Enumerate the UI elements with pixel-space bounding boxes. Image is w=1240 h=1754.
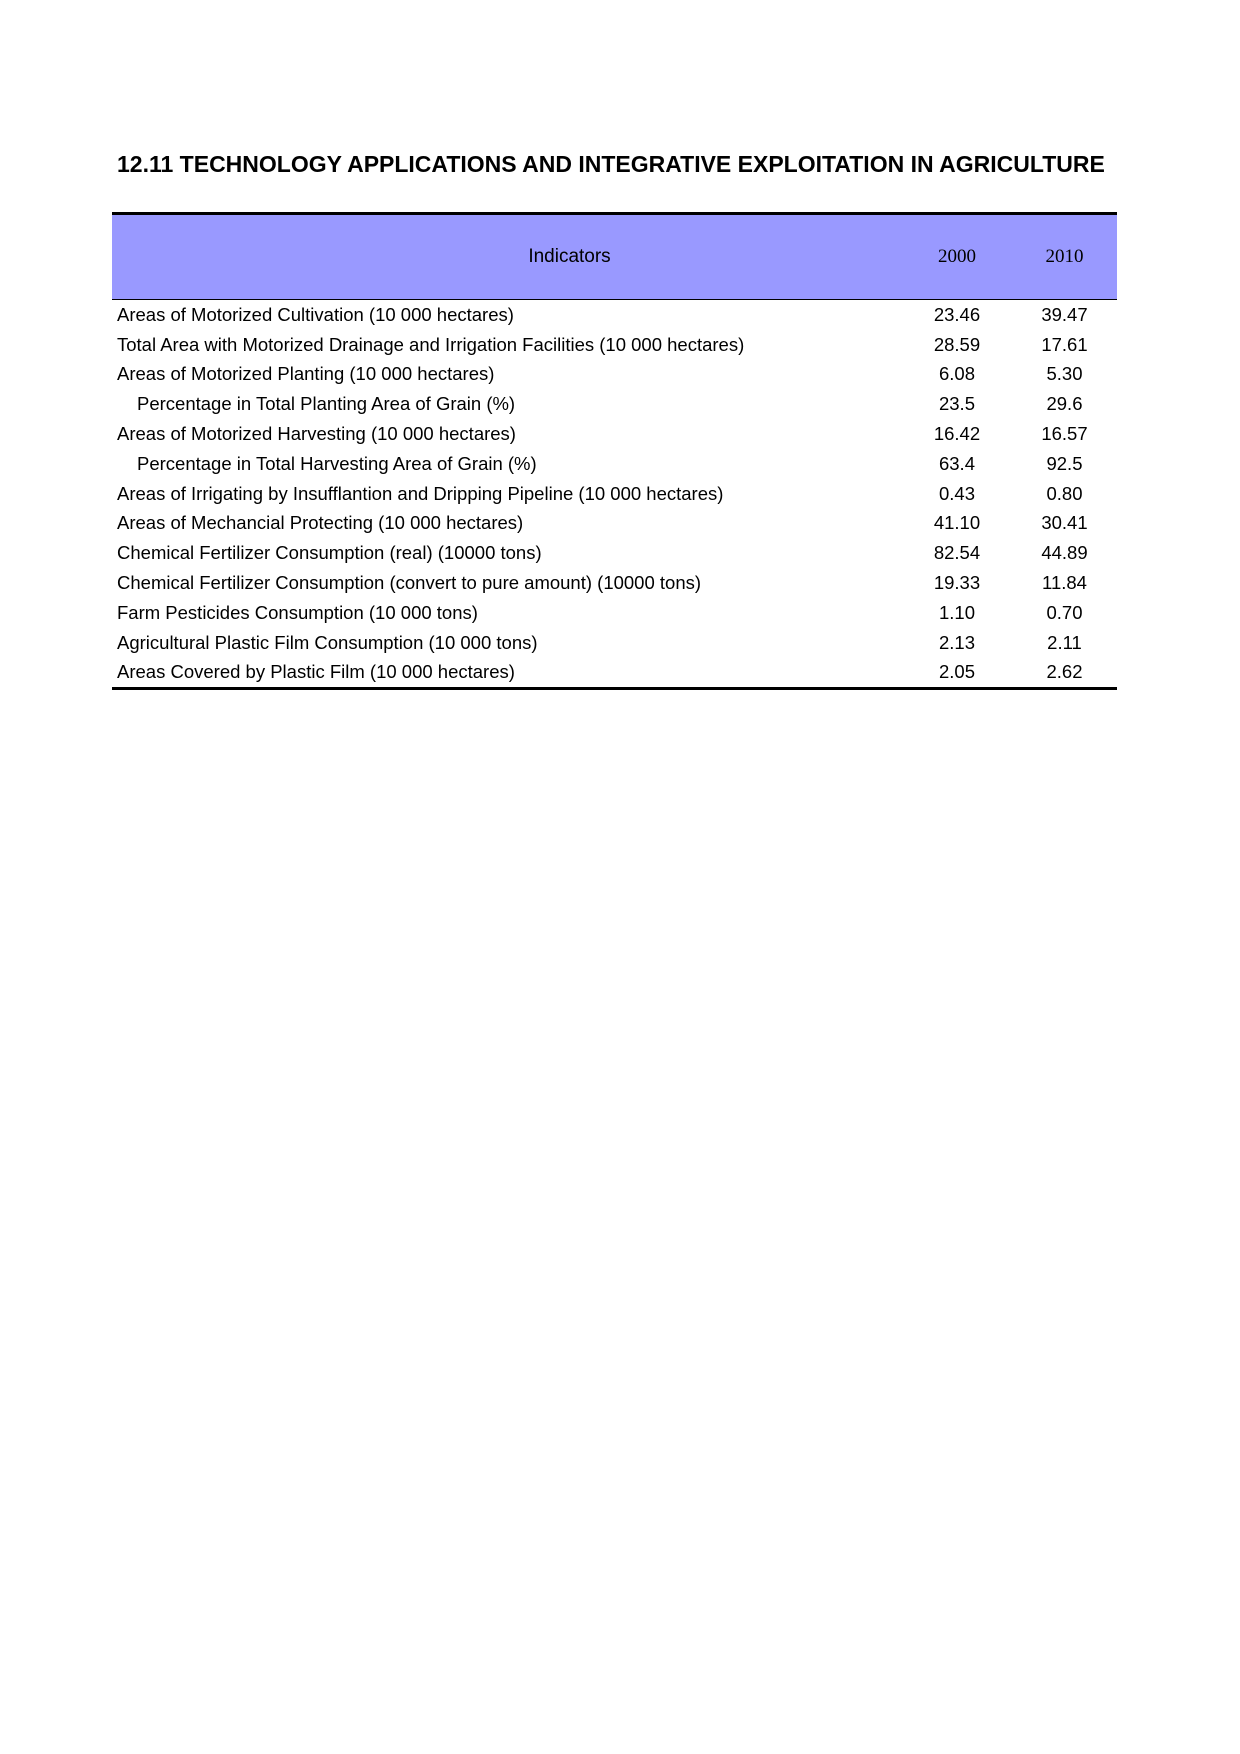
indicator-cell: Areas of Motorized Cultivation (10 000 hectares) — [117, 303, 514, 325]
value-2000-cell: 0.43 — [938, 482, 975, 504]
indicator-cell: Percentage in Total Harvesting Area of Grain (%) — [137, 452, 537, 474]
statistics-table-container — [112, 212, 1117, 690]
table-row — [112, 479, 1117, 509]
value-2010-cell: 16.57 — [1041, 423, 1088, 445]
value-2010-cell: 2.11 — [1047, 631, 1082, 653]
value-2000-cell: 41.10 — [933, 512, 981, 534]
value-2010-cell: 44.89 — [1041, 542, 1088, 564]
table-body — [112, 300, 1117, 689]
indicator-cell: Areas of Mechancial Protecting (10 000 hectares) — [117, 512, 524, 534]
table-header — [112, 214, 1117, 300]
value-2010-cell: 0.70 — [1046, 601, 1083, 623]
table-row — [112, 449, 1117, 479]
value-2000-cell: 63.4 — [938, 452, 975, 474]
indicator-cell: Agricultural Plastic Film Consumption (10 000 tons) — [117, 631, 538, 653]
value-2000-cell: 2.13 — [938, 631, 975, 653]
indicator-cell: Areas of Motorized Harvesting (10 000 hectares) — [117, 423, 516, 445]
value-2000-cell: 6.08 — [938, 363, 975, 385]
table-row — [112, 509, 1117, 539]
table-row — [112, 538, 1117, 568]
table-row — [112, 419, 1117, 449]
value-2000-cell: 16.42 — [933, 423, 981, 445]
value-2010-cell: 11.84 — [1042, 572, 1087, 594]
table-row — [112, 568, 1117, 598]
indicator-cell: Chemical Fertilizer Consumption (real) (10000 tons) — [117, 542, 542, 564]
value-2010-cell: 2.62 — [1012, 658, 1117, 689]
table-row — [112, 658, 1117, 689]
column-header-indicators: Indicators — [112, 214, 902, 300]
indicator-cell: Areas of Motorized Planting (10 000 hectares) — [117, 363, 495, 385]
value-2010-cell: 29.6 — [1046, 393, 1083, 415]
indicator-cell: Areas of Irrigating by Insufflantion and Dripping Pipeline (10 000 hectares) — [117, 482, 724, 504]
value-2010-cell: 30.41 — [1041, 512, 1088, 534]
table-row — [112, 360, 1117, 390]
header-row — [112, 214, 1117, 300]
value-2010-cell: 17.61 — [1041, 333, 1088, 355]
table-row — [112, 300, 1117, 330]
value-2010-cell: 92.5 — [1046, 452, 1083, 474]
indicator-cell: Chemical Fertilizer Consumption (convert to pure amount) (10000 tons) — [117, 572, 702, 594]
value-2000-cell: 23.5 — [938, 393, 975, 415]
table-row — [112, 330, 1117, 360]
table-row — [112, 598, 1117, 628]
value-2000-cell: 1.10 — [938, 601, 975, 623]
page-title: 12.11 TECHNOLOGY APPLICATIONS AND INTEGRATIVE EXPLOITATION IN AGRICULTURE — [117, 151, 1105, 177]
indicator-cell: Total Area with Motorized Drainage and Irrigation Facilities (10 000 hectares) — [117, 333, 745, 355]
value-2010-cell: 0.80 — [1046, 482, 1083, 504]
value-2010-cell: 5.30 — [1046, 363, 1083, 385]
indicator-cell: Percentage in Total Planting Area of Grain (%) — [137, 393, 516, 415]
column-header-2000: 2000 — [902, 214, 1012, 300]
value-2000-cell: 23.46 — [933, 303, 981, 325]
value-2000-cell: 19.33 — [933, 572, 981, 594]
table-row — [112, 628, 1117, 658]
statistics-table — [112, 212, 1117, 690]
indicator-cell: Farm Pesticides Consumption (10 000 tons) — [117, 601, 478, 623]
value-2000-cell: 82.54 — [933, 542, 981, 564]
indicator-cell: Areas Covered by Plastic Film (10 000 hectares) — [112, 658, 902, 689]
column-header-2010: 2010 — [1012, 214, 1117, 300]
value-2000-cell: 2.05 — [902, 658, 1012, 689]
table-row — [112, 389, 1117, 419]
value-2010-cell: 39.47 — [1041, 303, 1088, 325]
value-2000-cell: 28.59 — [933, 333, 981, 355]
